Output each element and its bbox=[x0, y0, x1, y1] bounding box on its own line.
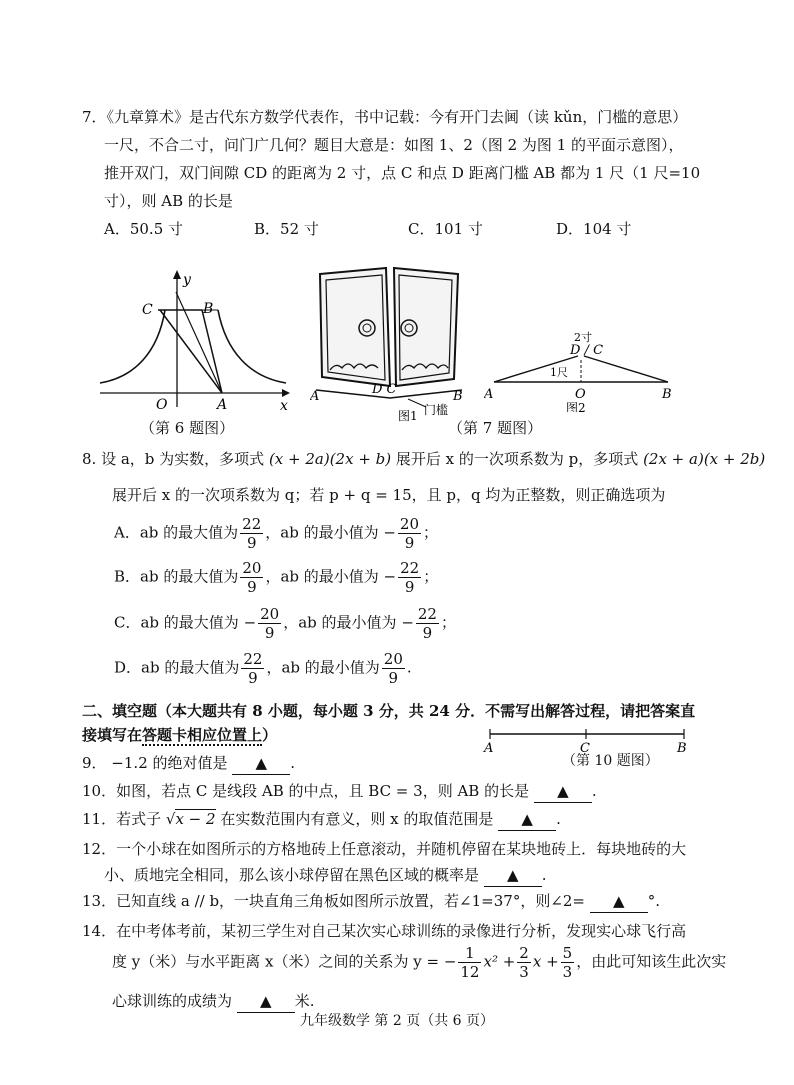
q8-opt-c-label: C． bbox=[114, 613, 141, 632]
q11-radicand: x − 2 bbox=[175, 810, 216, 828]
q8-option-b bbox=[114, 559, 438, 596]
threshold-label: 门槛 bbox=[424, 403, 449, 417]
q8-opt-c-min-text: ，ab 的最小值为 − bbox=[283, 613, 414, 632]
q8-line-1 bbox=[82, 448, 765, 470]
q8-opt-a-min-text: ，ab 的最小值为 − bbox=[265, 523, 396, 542]
q13-text: 13．已知直线 a // b，一块直角三角板如图所示放置，若∠1=37°，则∠2= bbox=[82, 892, 585, 910]
fig2-label-2cun: 2寸 bbox=[574, 331, 592, 344]
q12-line2-text: 小、质地完全相同，那么该小球停留在黑色区域的概率是 bbox=[104, 866, 480, 884]
q8-opt-c-min-frac: $\frac{22}{9}$ bbox=[417, 605, 437, 642]
q13-answer-blank[interactable]: ▲ bbox=[590, 890, 648, 913]
q8-opt-d-max-frac: $\frac{22}{9}$ bbox=[243, 650, 263, 687]
q8-opt-d-end: . bbox=[406, 658, 412, 677]
section2-line2-post: ） bbox=[262, 726, 278, 744]
fig10-caption: （第 10 题图） bbox=[562, 753, 659, 769]
q14-line-1: 14．在中考体考前，某初三学生对自己某次实心球训练的录像进行分析，发现实心球飞行高 bbox=[82, 922, 687, 940]
q14-line2-pre: 度 y（米）与水平距离 x（米）之间的关系为 y = − bbox=[112, 952, 457, 971]
q14-line-2 bbox=[112, 944, 726, 981]
q11 bbox=[82, 808, 561, 831]
q8-line1-b: 展开后 x 的一次项系数为 p，多项式 bbox=[395, 450, 639, 468]
fig7-caption: （第 7 题图） bbox=[448, 419, 543, 437]
section2-heading-line-2 bbox=[82, 724, 277, 746]
q7-line-4: 寸），则 AB 的长是 bbox=[104, 192, 233, 210]
q10-text: 10．如图，若点 C 是线段 AB 的中点，且 BC = 3，则 AB 的长是 bbox=[82, 782, 530, 800]
q12-line-2 bbox=[104, 864, 547, 887]
fig10-label-b: B bbox=[677, 741, 687, 756]
q8-opt-a-max-frac: $\frac{22}{9}$ bbox=[242, 515, 262, 552]
q7-line-2: 一尺，不合二寸，问门广几何？题目大意是：如图 1、2（图 2 为图 1 的平面示意图）， bbox=[104, 136, 684, 154]
q8-line-2: 展开后 x 的一次项系数为 q；若 p + q = 15，且 p，q 均为正整数，则正确选项为 bbox=[112, 486, 666, 504]
q8-opt-d-min-text: ，ab 的最小值为 bbox=[266, 658, 380, 677]
fig6-label-y: y bbox=[183, 272, 191, 288]
q8-opt-b-max-frac: $\frac{20}{9}$ bbox=[242, 559, 262, 596]
fig1-label: 图1 bbox=[398, 409, 418, 422]
q10 bbox=[82, 780, 597, 803]
q9 bbox=[82, 752, 295, 775]
q14-line3-post: 米. bbox=[294, 992, 315, 1010]
section2-line2-dots: 答题卡相应位置上 bbox=[142, 726, 263, 744]
q7-line-3: 推开双门，双门间隙 CD 的距离为 2 寸，点 C 和点 D 距离门槛 AB 都为 1 尺（1 尺=10 bbox=[104, 164, 701, 182]
q11-pre: 11．若式子 bbox=[82, 810, 162, 828]
q8-opt-a-min-frac: $\frac{20}{9}$ bbox=[399, 515, 420, 552]
q8-opt-b-label: B． bbox=[114, 567, 141, 586]
q14-answer-blank[interactable]: ▲ bbox=[237, 990, 295, 1013]
q14-frac-1: $\frac{1}{12}$ bbox=[460, 944, 480, 981]
q8-opt-b-max-text: ab 的最大值为 bbox=[140, 567, 239, 586]
q7-option-d: D．104 寸 bbox=[556, 220, 632, 238]
fig7-label-dc: D C bbox=[372, 382, 397, 397]
q9-text: 9． −1.2 的绝对值是 bbox=[82, 754, 228, 772]
q8-option-a bbox=[114, 515, 438, 552]
q7-option-a: A．50.5 寸 bbox=[104, 220, 183, 238]
q14-x-linear: x + bbox=[532, 952, 559, 971]
q8-opt-d-min-frac: $\frac{20}{9}$ bbox=[383, 650, 403, 687]
q14-x-squared: x² + bbox=[483, 952, 516, 971]
q8-opt-b-end: ； bbox=[423, 567, 439, 586]
q14-line3-pre: 心球训练的成绩为 bbox=[112, 992, 233, 1010]
figure-6 bbox=[90, 262, 300, 412]
figure-7-plan bbox=[484, 320, 682, 412]
q14-frac-3: $\frac{5}{3}$ bbox=[562, 944, 573, 981]
q10-end: . bbox=[591, 782, 597, 800]
fig6-label-x: x bbox=[280, 398, 288, 412]
fig6-label-o: O bbox=[156, 397, 168, 412]
fig6-label-b: B bbox=[203, 301, 214, 317]
q11-answer-blank[interactable]: ▲ bbox=[498, 808, 556, 831]
q8-opt-a-label: A． bbox=[114, 523, 140, 542]
sqrt-symbol: √ bbox=[165, 810, 176, 828]
fig2-label: 图2 bbox=[566, 401, 586, 412]
fig2-label-1chi: 1尺 bbox=[550, 366, 568, 379]
q8-opt-a-end: ； bbox=[423, 523, 439, 542]
q8-opt-c-end: ； bbox=[440, 613, 456, 632]
q8-option-c bbox=[114, 605, 456, 642]
q13-end: °. bbox=[647, 892, 661, 910]
fig2-label-o: O bbox=[575, 387, 586, 402]
fig7-label-a: A bbox=[310, 389, 320, 404]
q12-answer-blank[interactable]: ▲ bbox=[484, 864, 542, 887]
q8-opt-a-max-text: ab 的最大值为 bbox=[139, 523, 239, 542]
q9-end: . bbox=[290, 754, 296, 772]
q11-end: . bbox=[556, 810, 561, 828]
q11-post: 在实数范围内有意义，则 x 的取值范围是 bbox=[220, 810, 494, 828]
section2-heading-line-1: 二、填空题（本大题共有 8 小题，每小题 3 分，共 24 分．不需写出解答过程，请把答案直 bbox=[82, 702, 696, 720]
q13 bbox=[82, 890, 660, 913]
fig6-label-c: C bbox=[142, 302, 153, 318]
q8-expr-2: (2x + a)(x + 2b) bbox=[643, 450, 766, 468]
q10-answer-blank[interactable]: ▲ bbox=[534, 780, 592, 803]
fig6-label-a: A bbox=[217, 397, 228, 412]
q7-line-1: 7．《九章算术》是古代东方数学代表作，书中记载：今有开门去阃（读 kǔn，门槛的意思） bbox=[82, 108, 688, 126]
q7-option-b: B．52 寸 bbox=[254, 220, 319, 238]
fig6-caption: （第 6 题图） bbox=[140, 419, 235, 437]
q8-line1-a: 8. 设 a，b 为实数，多项式 bbox=[82, 450, 265, 468]
section2-line2-pre: 接填写在 bbox=[82, 726, 143, 744]
q12-line-1: 12．一个小球在如图所示的方格地砖上任意滚动，并随机停留在某块地砖上．每块地砖的大 bbox=[82, 840, 687, 858]
fig10-label-c: C bbox=[580, 741, 590, 756]
q8-option-d bbox=[114, 650, 412, 687]
fig10-label-a: A bbox=[484, 741, 494, 756]
q8-opt-d-label: D． bbox=[114, 658, 142, 677]
figure-7-doors bbox=[310, 262, 478, 422]
fig7-label-b: B bbox=[453, 389, 463, 404]
fig2-label-dc: D / C bbox=[570, 343, 604, 358]
q12-end: . bbox=[541, 866, 547, 884]
q8-opt-c-max-frac: $\frac{20}{9}$ bbox=[260, 605, 280, 642]
q8-opt-c-max-text: ab 的最大值为 − bbox=[140, 613, 257, 632]
fig2-label-b: B bbox=[662, 387, 672, 402]
q14-frac-2: $\frac{2}{3}$ bbox=[519, 944, 529, 981]
q9-answer-blank[interactable]: ▲ bbox=[232, 752, 290, 775]
q7-option-c: C．101 寸 bbox=[408, 220, 483, 238]
q8-opt-b-min-frac: $\frac{22}{9}$ bbox=[400, 559, 420, 596]
q8-opt-d-max-text: ab 的最大值为 bbox=[141, 658, 240, 677]
page-footer: 九年级数学 第 2 页（共 6 页） bbox=[299, 1013, 495, 1029]
q14-line2-post: ，由此可知该生此次实 bbox=[576, 952, 727, 971]
q8-expr-1: (x + 2a)(2x + b) bbox=[268, 450, 392, 468]
fig2-label-a: A bbox=[484, 387, 494, 402]
q8-opt-b-min-text: ，ab 的最小值为 − bbox=[265, 567, 397, 586]
